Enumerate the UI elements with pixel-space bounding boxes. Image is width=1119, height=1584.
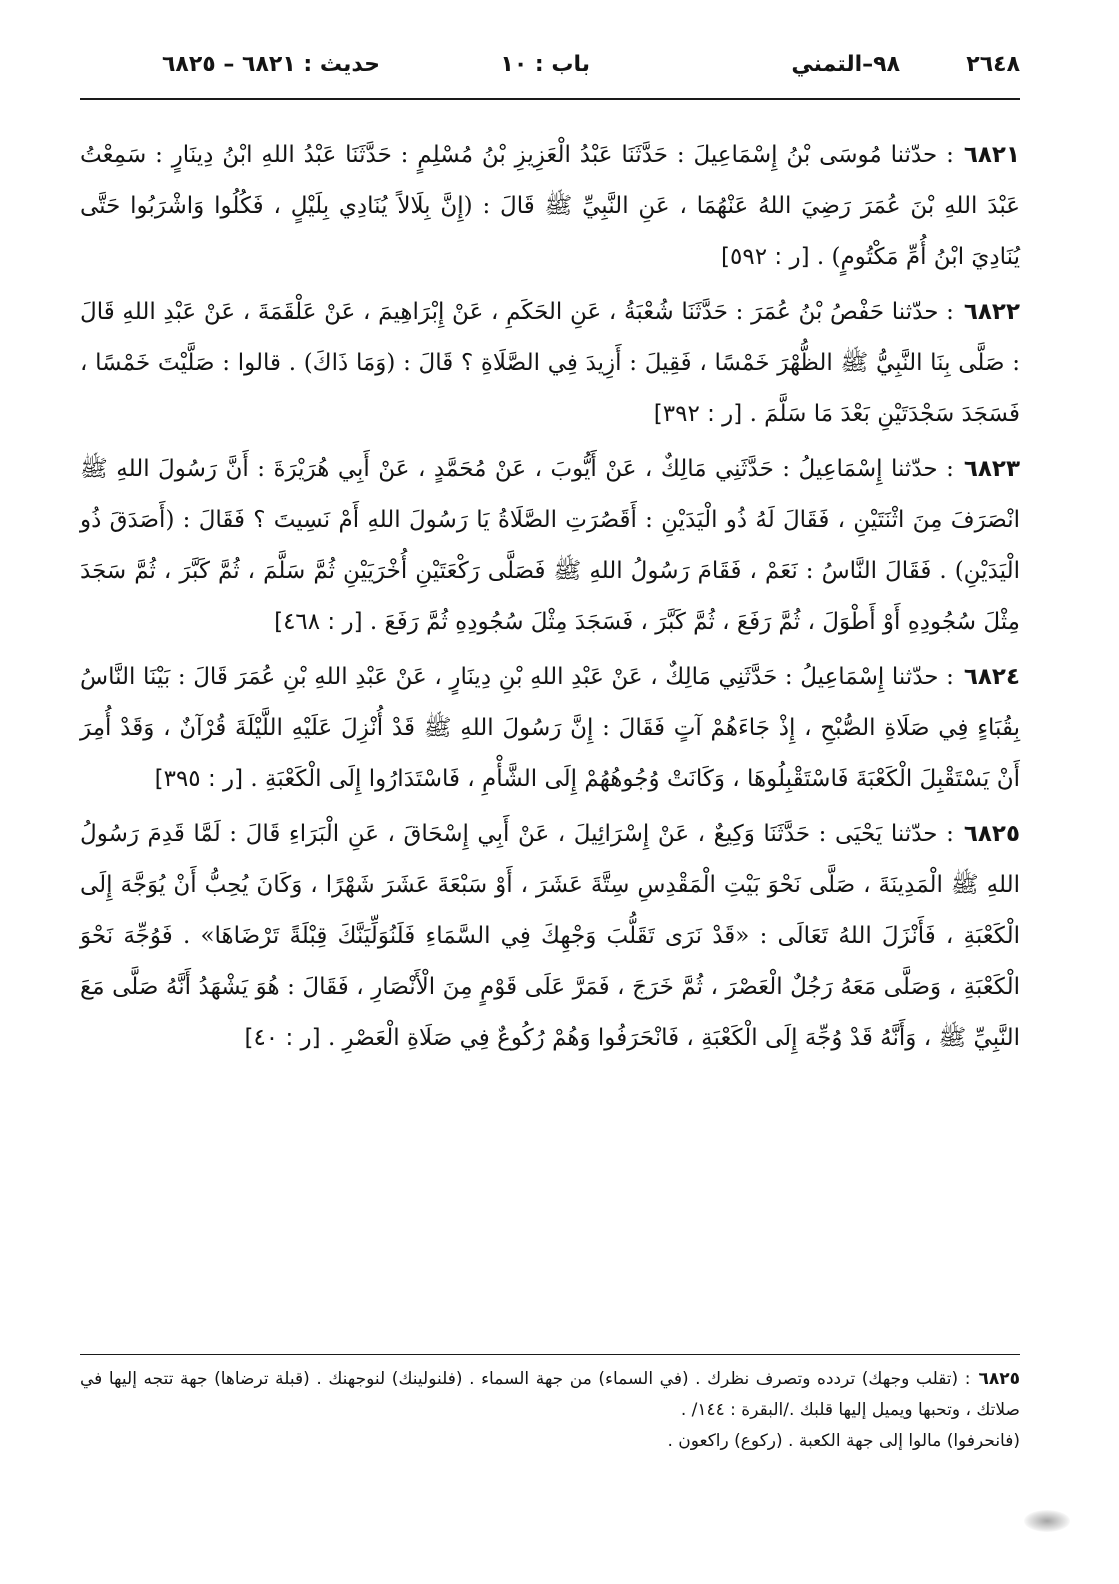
hadith-text: : حدّثنا إِسْمَاعِيلُ : حَدَّثَنِي مَالِكٌ ، عَنْ أَيُّوبَ ، عَنْ مُحَمَّدٍ ، عَنْ أَبِي هُرَيْرَةَ : أَنَّ رَسُولَ اللهِ ﷺ انْصَرَفَ مِنَ اثْنَتَيْنِ ، فَقَالَ لَهُ ذُو الْيَدَيْنِ : أَقَصُرَتِ الصَّلَاةُ يَا رَسُولَ اللهِ أَمْ نَسِيتَ ؟ فَقَالَ : (أَصَدَقَ ذُو الْيَدَيْنِ) . فَقَالَ النَّاسُ : نَعَمْ ، فَقَامَ رَسُولُ اللهِ ﷺ فَصَلَّى رَكْعَتَيْنِ أُخْرَيَيْنِ ثُمَّ سَلَّمَ ، ثُمَّ كَبَّرَ ، ثُمَّ سَجَدَ مِثْلَ سُجُودِهِ أَوْ أَطْوَلَ ، ثُمَّ رَفَعَ ، ثُمَّ كَبَّرَ ، فَسَجَدَ مِثْلَ سُجُودِهِ ثُمَّ رَفَعَ . xyxy=(80,456,1020,635)
hadith-text: : حدّثنا مُوسَى بْنُ إِسْمَاعِيلَ : حَدَّثَنَا عَبْدُ الْعَزِيزِ بْنُ مُسْلِمٍ : حَدَّثَنَا عَبْدُ اللهِ ابْنُ دِينَارٍ : سَمِعْتُ عَبْدَ اللهِ بْنَ عُمَرَ رَضِيَ اللهُ عَنْهُمَا ، عَنِ النَّبِيِّ ﷺ قَالَ : (إِنَّ بِلَالاً يُنَادِي بِلَيْلٍ ، فَكُلُوا وَاشْرَبُوا حَتَّى يُنَادِيَ ابْنُ أُمِّ مَكْتُومٍ) . xyxy=(80,142,1020,270)
hadith-paragraph xyxy=(80,130,1020,283)
hadith-text: : حدّثنا حَفْصُ بْنُ عُمَرَ : حَدَّثَنَا شُعْبَةُ ، عَنِ الحَكَمِ ، عَنْ إِبْرَاهِيمَ ، عَنْ عَلْقَمَةَ ، عَنْ عَبْدِ اللهِ قَالَ : صَلَّى بِنَا النَّبِيُّ ﷺ الظُّهْرَ خَمْسًا ، فَقِيلَ : أَزِيدَ فِي الصَّلَاةِ ؟ قَالَ : (وَمَا ذَاكَ) . قالوا : صَلَّيْتَ خَمْسًا ، فَسَجَدَ سَجْدَتَيْنِ بَعْدَ مَا سَلَّمَ . xyxy=(80,299,1020,427)
header-rule xyxy=(80,98,1020,100)
page-number: ٢٦٤٨ xyxy=(966,52,1020,77)
footnote-line xyxy=(80,1364,1020,1426)
footnote-line xyxy=(80,1426,1020,1457)
hadith-number: ٦٨٢٥ xyxy=(963,821,1020,847)
hadith-number: ٦٨٢٢ xyxy=(963,299,1020,325)
cross-reference: [ر : ٤٦٨] xyxy=(274,609,363,635)
hadith-number: ٦٨٢٤ xyxy=(963,664,1020,690)
book-title: ٩٨–التمني xyxy=(791,52,900,77)
cross-reference: [ر : ٤٠] xyxy=(244,1025,321,1051)
cross-reference: [ر : ٣٩٢] xyxy=(653,401,743,427)
scan-smudge xyxy=(1024,1510,1070,1532)
hadith-number: ٦٨٢١ xyxy=(963,142,1020,168)
hadith-text: : حدّثنا يَحْيَى : حَدَّثَنَا وَكِيعٌ ، عَنْ إِسْرَائِيلَ ، عَنْ أَبِي إِسْحَاقَ ، عَنِ الْبَرَاءِ قَالَ : لَمَّا قَدِمَ رَسُولُ اللهِ ﷺ الْمَدِينَةَ ، صَلَّى نَحْوَ بَيْتِ الْمَقْدِسِ سِتَّةَ عَشَرَ ، أَوْ سَبْعَةَ عَشَرَ شَهْرًا ، وَكَانَ يُحِبُّ أَنْ يُوَجَّهَ إِلَى الْكَعْبَةِ ، فَأَنْزَلَ اللهُ تَعَالَى : «قَدْ نَرَى تَقَلُّبَ وَجْهِكَ فِي السَّمَاءِ فَلَنُوَلِّيَنَّكَ قِبْلَةً تَرْضَاهَا» . فَوُجِّهَ نَحْوَ الْكَعْبَةِ ، وَصَلَّى مَعَهُ رَجُلٌ الْعَصْرَ ، ثُمَّ خَرَجَ ، فَمَرَّ عَلَى قَوْمٍ مِنَ الْأَنْصَارِ ، فَقَالَ : هُوَ يَشْهَدُ أَنَّهُ صَلَّى مَعَ النَّبِيِّ ﷺ ، وَأَنَّهُ قَدْ وُجِّهَ إِلَى الْكَعْبَةِ ، فَانْحَرَفُوا وَهُمْ رُكُوعٌ فِي صَلَاةِ الْعَصْرِ . xyxy=(80,821,1020,1051)
footnote-text: : (تقلب وجهك) تردده وتصرف نظرك . (في السماء) من جهة السماء . (فلنولينك) لنوجهنك . (قبلة ترضاها) جهة تتجه إليها في صلاتك ، وتحبها ويميل إليها قلبك ./البقرة : ١٤٤/ . xyxy=(80,1369,1020,1420)
footnotes xyxy=(80,1364,1020,1457)
hadith-paragraph xyxy=(80,652,1020,805)
hadith-paragraph xyxy=(80,809,1020,1064)
hadith-text: : حدّثنا إِسْمَاعِيلُ : حَدَّثَنِي مَالِكٌ ، عَنْ عَبْدِ اللهِ بْنِ دِينَارٍ ، عَنْ عَبْدِ اللهِ بْنِ عُمَرَ قَالَ : بَيْنَا النَّاسُ بِقُبَاءٍ فِي صَلَاةِ الصُّبْحِ ، إِذْ جَاءَهُمْ آتٍ فَقَالَ : إِنَّ رَسُولَ اللهِ ﷺ قَدْ أُنْزِلَ عَلَيْهِ اللَّيْلَةَ قُرْآنٌ ، وَقَدْ أُمِرَ أَنْ يَسْتَقْبِلَ الْكَعْبَةَ فَاسْتَقْبِلُوهَا ، وَكَانَتْ وُجُوهُهُمْ إِلَى الشَّأْمِ ، فَاسْتَدَارُوا إِلَى الْكَعْبَةِ . xyxy=(80,664,1020,792)
footnote-rule xyxy=(80,1354,1020,1355)
hadith-paragraph xyxy=(80,287,1020,440)
footnote-number: ٦٨٢٥ xyxy=(978,1369,1020,1389)
cross-reference: [ر : ٣٩٥] xyxy=(154,766,244,792)
running-header xyxy=(80,40,1020,104)
chapter-label: باب : ١٠ xyxy=(500,52,590,77)
footnote-text: (فانحرفوا) مالوا إلى جهة الكعبة . (ركوع) راكعون . xyxy=(667,1431,1020,1451)
hadith-paragraph xyxy=(80,444,1020,648)
cross-reference: [ر : ٥٩٢] xyxy=(721,244,810,270)
hadith-number: ٦٨٢٣ xyxy=(963,456,1020,482)
hadith-range: حديث : ٦٨٢١ – ٦٨٢٥ xyxy=(162,52,380,77)
hadith-list xyxy=(80,130,1020,1068)
